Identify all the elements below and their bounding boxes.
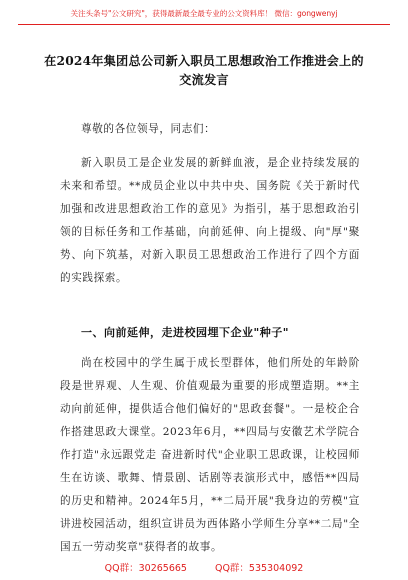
salutation: 尊敬的各位领导，同志们： [81,123,216,135]
footer-qq-group-2: QQ群：535304092 [214,563,304,574]
footer-contacts [0,560,408,574]
paragraph-intro: 新入职员工是企业发展的新鲜血液，是企业持续发展的未来和希望。**成员企业以中共中央、国务院《关于新时代加强和改进思想政治工作的意见》为指引，基于思想政治引领的目标任务和工作基础，向前延伸、向上提级、向"厚"聚势、向下筑基，对新入职员工思想政治工作进行了四个方面的实践探索。 [60,157,360,284]
title-line-1: 在2024年集团总公司新入职员工思想政治工作推进会上的 [44,54,364,68]
document-title [40,52,368,90]
paragraph-section-1: 尚在校园中的学生属于成长型群体，他们所处的年龄阶段是世界观、人生观、价值观最为重要的形成塑造期。**主动向前延伸，提供适合他们偏好的"思政套餐"。一是校企合作搭建思政大课堂。2023年6月，**四局与安徽艺术学院合作打造"永远跟党走 奋进新时代"企业职工思政课，让校园师生在访谈、歌舞、情景剧、话剧等表演形式中，感悟**四局的历史和精神。2024年5月，**二局开展"我身边的劳模"宣讲进校园活动，组织宣讲员为西体路小学师生分享**二局"全国五一劳动奖章"获得者的故事。 [60,357,360,553]
title-line-2: 交流发言 [179,73,229,87]
footer-qq-group-1: QQ群：30265665 [104,563,187,574]
promo-banner: 关注头条号"公文研究"，获得最新最全最专业的公文资料库！ 微信：gongwenyj [70,9,338,18]
section-heading-1: 一、向前延伸，走进校园埋下企业"种子" [81,326,289,339]
banner-divider [18,24,390,25]
